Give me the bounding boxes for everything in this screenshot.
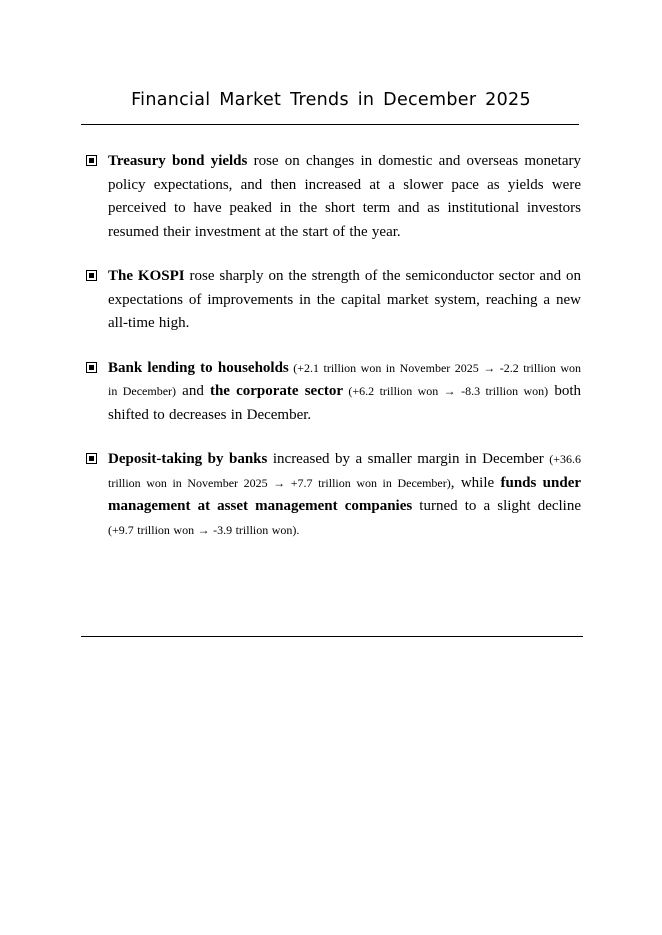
bullet-figure-note: (+2.1 trillion won in November 2025 → -2.2 trillion won in December) [108,360,582,398]
bullet-heading: Deposit-taking by banks [108,451,268,467]
bullet-body: rose sharply on the strength of the semiconductor sector and on expectations of improvements in the capital market system, reaching a new all-time high. [108,268,581,331]
bullet-heading: Bank lending to households [108,359,289,376]
summary-list [86,150,581,542]
list-item [86,265,581,336]
bullet-heading: The KOSPI [108,268,185,284]
title-divider [81,124,579,125]
bullet-figure-note: (+36.6 trillion won in November 2025 → +7.7 trillion won in December) [108,452,582,490]
square-bullet-icon [86,362,97,373]
square-bullet-icon [86,155,97,166]
square-bullet-icon [86,453,97,464]
bullet-figure-note: (+9.7 trillion won → -3.9 trillion won). [108,522,300,537]
list-item [86,357,581,428]
bullet-body: increased by a smaller margin in December [267,451,550,467]
bullet-text [108,448,581,542]
bullet-text [108,265,581,336]
bullet-body: turned to a slight decline [412,498,582,514]
bullet-heading: Treasury bond yields [108,153,248,169]
bullet-figure-note: (+6.2 trillion won → -8.3 trillion won) [343,384,549,398]
bullet-heading: funds under management at asset management companies [108,474,582,514]
page-title: Financial Market Trends in December 2025 [131,90,531,110]
bullet-heading: the corporate sector [209,383,344,399]
list-item [86,150,581,244]
bullet-body: and [176,383,210,399]
section-divider [81,636,583,637]
bullet-body: rose on changes in domestic and overseas monetary policy expectations, and then increased at a slower pace as yields were perceived to have peaked in the short term and as institutional investors resumed their investment at the start of the year. [108,153,581,240]
square-bullet-icon [86,270,97,281]
bullet-text [108,150,581,244]
list-item [86,448,581,542]
bullet-body: both shifted to decreases in December. [108,383,581,423]
bullet-body: , while [450,474,501,491]
bullet-text [108,357,581,428]
